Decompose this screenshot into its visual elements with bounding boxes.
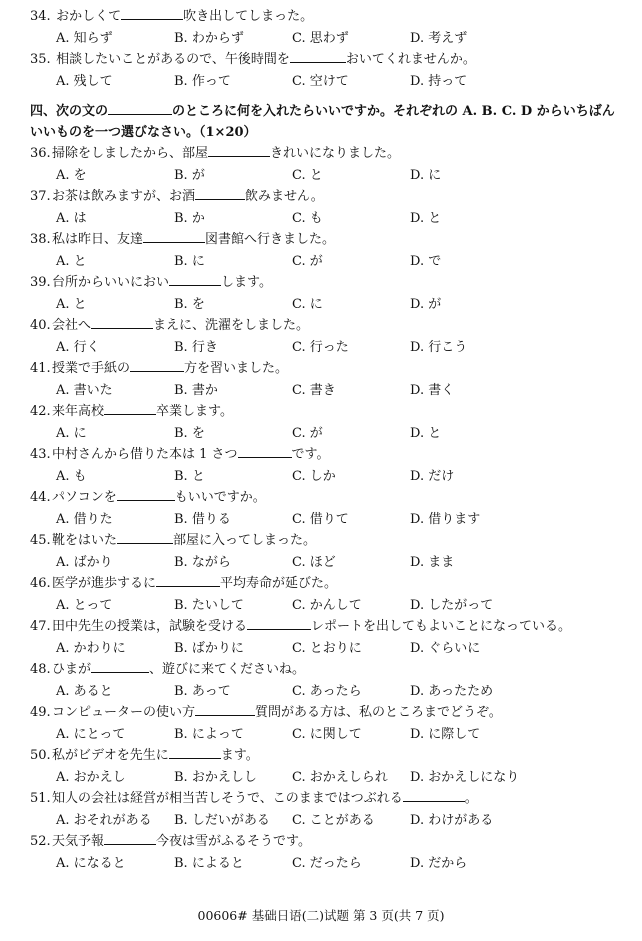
question-number: 45. — [30, 533, 51, 548]
answer-blank — [91, 660, 149, 673]
options-40 — [56, 337, 642, 359]
options-47 — [56, 638, 642, 660]
question-number: 35. — [30, 52, 51, 67]
option-c: C. しか — [292, 468, 336, 484]
question-48 — [30, 659, 642, 681]
option-b: B. おかえしし — [174, 769, 257, 785]
question-text-before: 授業で手紙の — [52, 361, 131, 376]
option-c: C. 書き — [292, 382, 336, 398]
question-43 — [30, 444, 642, 466]
options-50 — [56, 767, 642, 789]
question-35 — [30, 49, 642, 71]
question-text-before: 会社へ — [52, 318, 92, 333]
option-a: A. も — [56, 468, 87, 484]
question-37 — [30, 186, 642, 208]
question-number: 36. — [30, 146, 51, 161]
answer-blank — [195, 187, 245, 200]
question-46 — [30, 573, 642, 595]
option-d: D. 行こう — [410, 339, 468, 355]
answer-blank — [208, 144, 270, 157]
question-text-after: します。 — [221, 275, 272, 290]
options-42 — [56, 423, 642, 445]
answer-blank — [169, 273, 221, 286]
option-b: B. しだいがある — [174, 812, 270, 828]
question-number: 47. — [30, 619, 51, 634]
options-34 — [56, 28, 642, 50]
option-b: B. を — [174, 296, 205, 312]
question-text-after: ます。 — [220, 748, 259, 763]
question-51 — [30, 788, 642, 810]
option-c: C. かんして — [292, 597, 362, 613]
option-d: D. に — [410, 167, 442, 183]
question-number: 52. — [30, 834, 51, 849]
option-b: B. 借りる — [174, 511, 231, 527]
answer-blank — [403, 789, 465, 802]
option-d: D. ぐらいに — [410, 640, 481, 656]
question-text-after: もいいですか。 — [174, 490, 266, 505]
question-47 — [30, 616, 642, 638]
question-text-after: 平均寿命が延びた。 — [220, 576, 338, 591]
option-c: C. に関して — [292, 726, 362, 742]
option-c: C. 思わず — [292, 30, 349, 46]
question-text-before: コンピューターの使い方 — [52, 705, 196, 720]
option-b: B. か — [174, 210, 205, 226]
answer-blank — [247, 617, 311, 630]
option-a: A. 残して — [56, 73, 113, 89]
option-c: C. おかえしられ — [292, 769, 388, 785]
answer-blank — [195, 703, 255, 716]
options-35 — [56, 71, 642, 93]
option-a: A. と — [56, 296, 87, 312]
question-text-before: お茶は飲みますが、お酒 — [52, 189, 196, 204]
page-footer: 00606# 基础日语(二)试题 第 3 页(共 7 页) — [197, 908, 445, 923]
question-45 — [30, 530, 642, 552]
question-36 — [30, 143, 642, 165]
question-text-after: 方を習いました。 — [184, 361, 289, 376]
option-d: D. に際して — [410, 726, 481, 742]
options-45 — [56, 552, 642, 574]
question-number: 41. — [30, 361, 51, 376]
question-text-before: 私がビデオを先生に — [52, 748, 169, 763]
option-d: D. おかえしになり — [410, 769, 520, 785]
option-b: B. を — [174, 425, 205, 441]
question-number: 39. — [30, 275, 51, 290]
section-blank — [108, 102, 172, 115]
option-b: B. 作って — [174, 73, 231, 89]
option-b: B. ながら — [174, 554, 231, 570]
section-heading — [30, 101, 625, 143]
question-text-before: パソコンを — [52, 490, 117, 505]
option-b: B. によると — [174, 855, 244, 871]
option-a: A. あると — [56, 683, 113, 699]
option-a: A. ばかり — [56, 554, 113, 570]
options-52 — [56, 853, 642, 875]
question-text-before: 田中先生の授業は，試験を受ける — [52, 619, 248, 634]
question-number: 48. — [30, 662, 51, 677]
question-34 — [30, 6, 642, 28]
question-text-after: 、遊びに来てくださいね。 — [149, 662, 306, 677]
option-d: D. 借ります — [410, 511, 481, 527]
option-d: D. が — [410, 296, 442, 312]
question-text-after: 卒業します。 — [156, 404, 233, 419]
option-c: C. だったら — [292, 855, 362, 871]
answer-blank — [143, 230, 205, 243]
answer-blank — [121, 7, 183, 20]
options-49 — [56, 724, 642, 746]
option-c: C. 空けて — [292, 73, 349, 89]
option-a: A. とって — [56, 597, 113, 613]
option-b: B. わからず — [174, 30, 244, 46]
option-d: D. 持って — [410, 73, 468, 89]
option-a: A. おかえし — [56, 769, 126, 785]
question-number: 46. — [30, 576, 51, 591]
question-52 — [30, 831, 642, 853]
option-c: C. 借りて — [292, 511, 349, 527]
option-b: B. が — [174, 167, 205, 183]
question-42 — [30, 401, 642, 423]
option-c: C. ほど — [292, 554, 336, 570]
question-number: 43. — [30, 447, 51, 462]
option-d: D. と — [410, 210, 442, 226]
question-text-after: きれいになりました。 — [270, 146, 401, 161]
question-text-before: 掃除をしましたから、部屋 — [52, 146, 209, 161]
spacer — [0, 92, 642, 101]
question-text-after: おいてくれませんか。 — [345, 52, 476, 67]
question-text-after: 質問がある方は、私のところまでどうぞ。 — [255, 705, 502, 720]
question-text-after: 今夜は雪がふるそうです。 — [156, 834, 311, 849]
option-b: B. に — [174, 253, 205, 269]
question-text-after: 吹き出してしまった。 — [183, 9, 314, 24]
answer-blank — [156, 574, 220, 587]
question-text-before: 靴をはいた — [52, 533, 118, 548]
question-number: 49. — [30, 705, 51, 720]
option-b: B. あって — [174, 683, 231, 699]
question-text-after: 飲みません。 — [245, 189, 324, 204]
question-49 — [30, 702, 642, 724]
question-number: 37. — [30, 189, 51, 204]
question-text-before: 知人の会社は経営が相当苦しそうで、このままではつぶれる — [52, 791, 403, 806]
option-b: B. たいして — [174, 597, 244, 613]
section-text-before: 四、次の文の — [30, 104, 109, 119]
question-list — [0, 143, 642, 874]
option-a: A. おそれがある — [56, 812, 152, 828]
option-a: A. と — [56, 253, 87, 269]
option-d: D. だから — [410, 855, 468, 871]
question-text-after: 。 — [464, 791, 478, 806]
options-37 — [56, 208, 642, 230]
option-c: C. あったら — [292, 683, 362, 699]
question-text-after: 部屋に入ってしまった。 — [173, 533, 317, 548]
options-51 — [56, 810, 642, 832]
question-text-before: 医学が進歩するに — [52, 576, 157, 591]
question-44 — [30, 487, 642, 509]
options-38 — [56, 251, 642, 273]
option-c: C. と — [292, 167, 323, 183]
question-text-before: 台所からいいにおい — [52, 275, 170, 290]
options-39 — [56, 294, 642, 316]
option-b: B. によって — [174, 726, 244, 742]
option-a: A. に — [56, 425, 87, 441]
option-d: D. あったため — [410, 683, 494, 699]
question-41 — [30, 358, 642, 380]
option-c: C. 行った — [292, 339, 349, 355]
question-text-before: ひまが — [52, 662, 92, 677]
option-b: B. 書か — [174, 382, 218, 398]
option-a: A. 知らず — [56, 30, 113, 46]
question-number: 40. — [30, 318, 51, 333]
option-b: B. 行き — [174, 339, 218, 355]
page-content — [0, 6, 642, 874]
option-c: C. とおりに — [292, 640, 362, 656]
option-a: A. 借りた — [56, 511, 113, 527]
section-text-after: のところに何を入れたらいいですか。それぞれの A. B. C. D からいちばんいいものを一つ選びなさい。（1×20） — [30, 104, 615, 140]
question-text-after: レポートを出してもよいことになっている。 — [311, 619, 572, 634]
option-b: B. と — [174, 468, 205, 484]
option-d: D. だけ — [410, 468, 455, 484]
question-text-before: 天気予報 — [52, 834, 105, 849]
option-d: D. したがって — [410, 597, 494, 613]
option-d: D. わけがある — [410, 812, 494, 828]
question-text-after: です。 — [291, 447, 330, 462]
question-50 — [30, 745, 642, 767]
question-40 — [30, 315, 642, 337]
question-number: 34. — [30, 9, 51, 24]
options-41 — [56, 380, 642, 402]
option-a: A. 書いた — [56, 382, 113, 398]
question-text-after: 図書館へ行きました。 — [205, 232, 336, 247]
answer-blank — [238, 445, 292, 458]
option-a: A. になると — [56, 855, 126, 871]
option-a: A. を — [56, 167, 87, 183]
answer-blank — [117, 531, 173, 544]
option-d: D. 書く — [410, 382, 455, 398]
option-a: A. 行く — [56, 339, 100, 355]
options-44 — [56, 509, 642, 531]
question-number: 38. — [30, 232, 51, 247]
option-c: C. も — [292, 210, 323, 226]
answer-blank — [104, 832, 156, 845]
question-text-before: 私は昨日、友達 — [52, 232, 144, 247]
option-d: D. で — [410, 253, 442, 269]
option-c: C. が — [292, 425, 323, 441]
answer-blank — [91, 316, 153, 329]
question-text-after: まえに、洗濯をしました。 — [153, 318, 310, 333]
option-c: C. に — [292, 296, 323, 312]
option-a: A. にとって — [56, 726, 126, 742]
question-number: 51. — [30, 791, 51, 806]
option-d: D. 考えず — [410, 30, 468, 46]
answer-blank — [104, 402, 156, 415]
option-d: D. と — [410, 425, 442, 441]
question-text-before: おかしくて — [56, 9, 122, 24]
answer-blank — [169, 746, 221, 759]
options-46 — [56, 595, 642, 617]
question-number: 44. — [30, 490, 51, 505]
option-d: D. まま — [410, 554, 455, 570]
question-text-before: 中村さんから借りた本は 1 さつ — [52, 447, 238, 462]
option-a: A. かわりに — [56, 640, 126, 656]
question-text-before: 来年高校 — [52, 404, 105, 419]
answer-blank — [130, 359, 184, 372]
options-36 — [56, 165, 642, 187]
question-38 — [30, 229, 642, 251]
option-c: C. ことがある — [292, 812, 375, 828]
question-39 — [30, 272, 642, 294]
options-48 — [56, 681, 642, 703]
options-43 — [56, 466, 642, 488]
question-number: 42. — [30, 404, 51, 419]
option-c: C. が — [292, 253, 323, 269]
answer-blank — [290, 50, 346, 63]
question-text-before: 相談したいことがあるので、午後時間を — [56, 52, 290, 67]
question-number: 50. — [30, 748, 51, 763]
option-a: A. は — [56, 210, 87, 226]
option-b: B. ばかりに — [174, 640, 244, 656]
answer-blank — [117, 488, 175, 501]
